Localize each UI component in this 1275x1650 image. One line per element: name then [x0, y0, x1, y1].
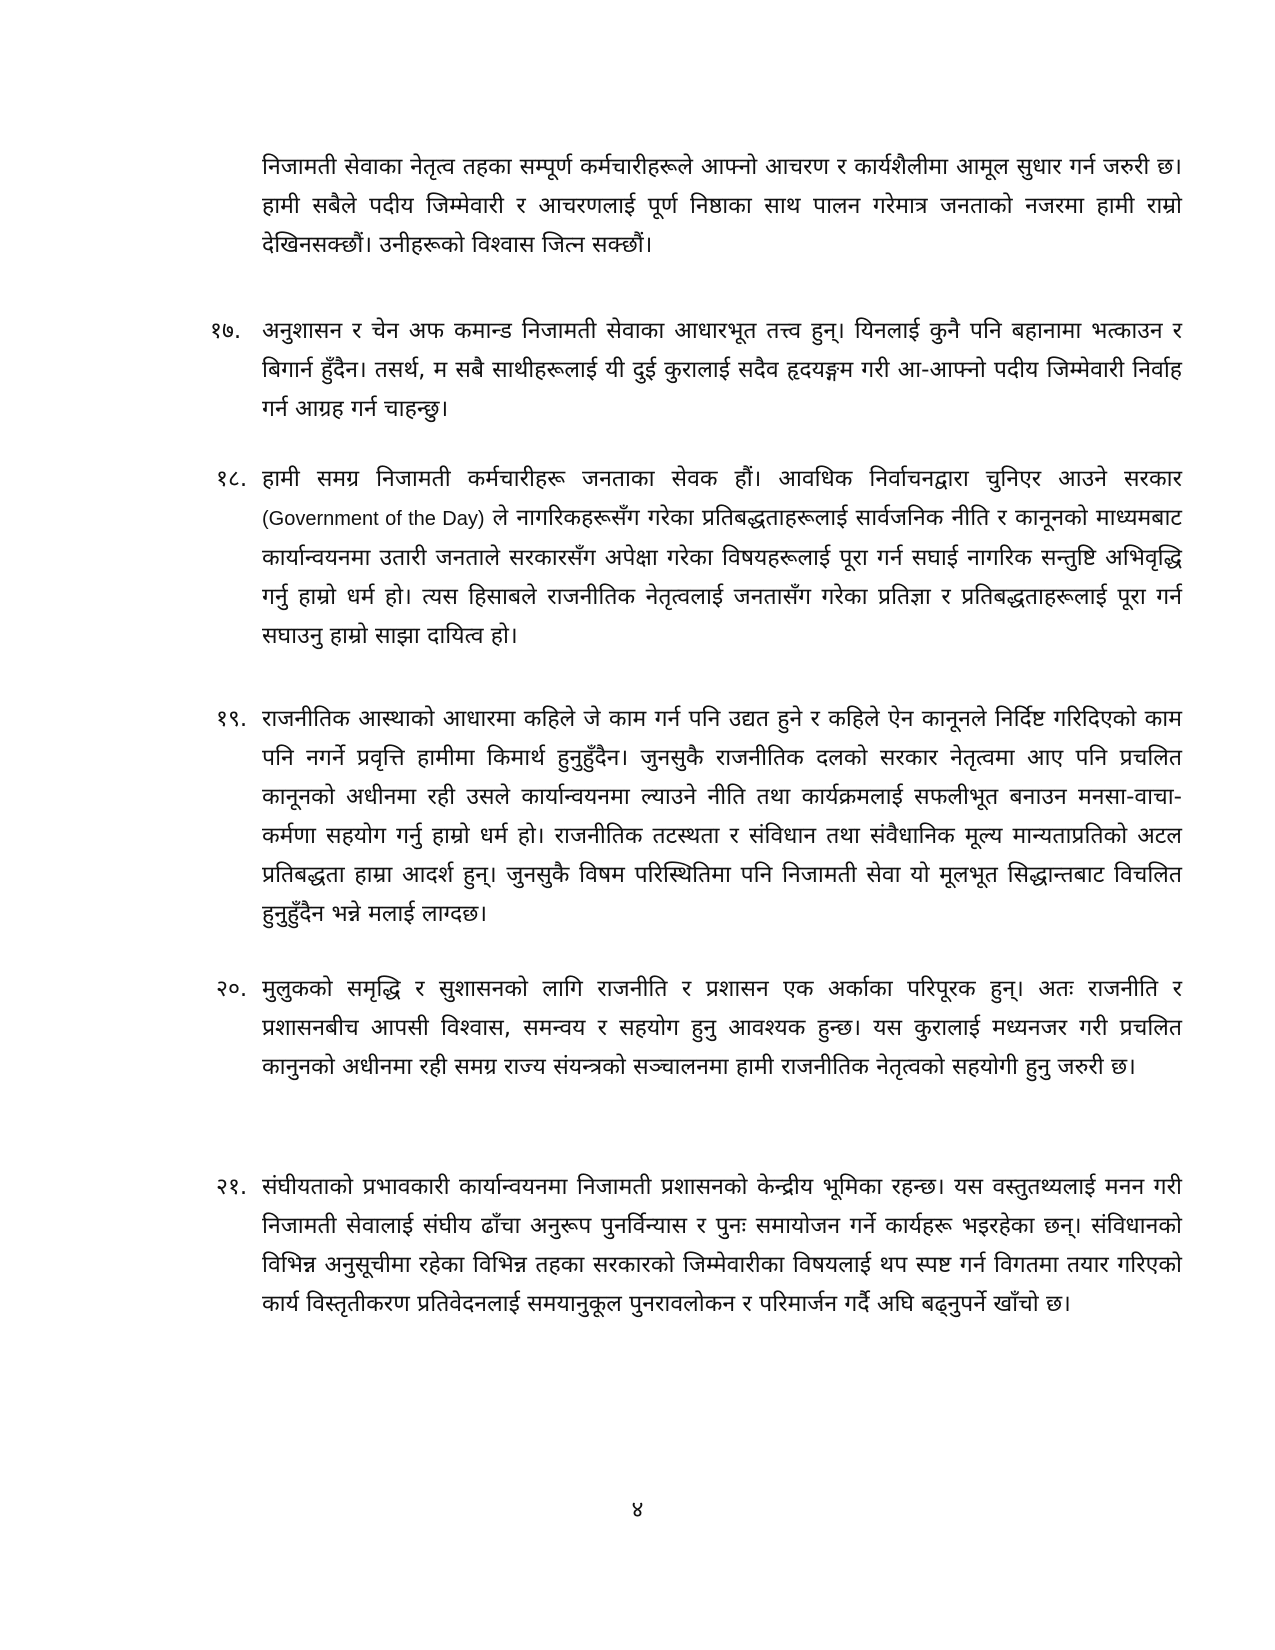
- paragraph-21: [216, 1168, 1182, 1324]
- paragraph-number: १९.: [216, 706, 248, 732]
- paragraph-text: अनुशासन र चेन अफ कमान्ड निजामती सेवाका आधारभूत तत्त्व हुन्। यिनलाई कुनै पनि बहानामा भत्काउन र बिगार्न हुँदैन। तसर्थ, म सबै साथीहरूलाई यी दुई कुरालाई सदैव हृदयङ्गम गरी आ-आफ्नो पदीय जिम्मेवारी निर्वाह गर्न आग्रह गर्न चाहन्छु।: [262, 318, 1182, 422]
- paragraph-number: २१.: [216, 1174, 248, 1200]
- page-number: ४: [631, 1497, 644, 1523]
- paragraph-17: [210, 312, 1182, 429]
- paragraph-number: १७.: [210, 318, 242, 344]
- paragraph-text: राजनीतिक आस्थाको आधारमा कहिले जे काम गर्न पनि उद्यत हुने र कहिले ऐन कानूनले निर्दिष्ट गरिदिएको काम पनि नगर्ने प्रवृत्ति हामीमा किमार्थ हुनुहुँदैन। जुनसुकै राजनीतिक दलको सरकार नेतृत्वमा आए पनि प्रचलित कानूनको अधीनमा रही उसले कार्यान्वयनमा ल्याउने नीति तथा कार्यक्रमलाई सफलीभूत बनाउन मनसा-वाचा-कर्मणा सहयोग गर्नु हाम्रो धर्म हो। राजनीतिक तटस्थता र संविधान तथा संवैधानिक मूल्य मान्यताप्रतिको अटल प्रतिबद्धता हाम्रा आदर्श हुन्। जुनसुकै विषम परिस्थितिमा पनि निजामती सेवा यो मूलभूत सिद्धान्तबाट विचलित हुनुहुँदैन भन्ने मलाई लाग्दछ।: [262, 706, 1182, 927]
- paragraph-text: हामी समग्र निजामती कर्मचारीहरू जनताका सेवक हौं। आवधिक निर्वाचनद्वारा चुनिएर आउने सरकार: [262, 466, 1182, 492]
- paragraph-number: २०.: [216, 976, 248, 1002]
- paragraph-20: [216, 970, 1182, 1087]
- paragraph-19: [216, 700, 1182, 934]
- paragraph-text: मुलुकको समृद्धि र सुशासनको लागि राजनीति र प्रशासन एक अर्काका परिपूरक हुन्। अतः राजनीति र प्रशासनबीच आपसी विश्वास, समन्वय र सहयोग हुनु आवश्यक हुन्छ। यस कुरालाई मध्यनजर गरी प्रचलित कानुनको अधीनमा रही समग्र राज्य संयन्त्रको सञ्चालनमा हामी राजनीतिक नेतृत्वको सहयोगी हुनु जरुरी छ।: [262, 976, 1182, 1080]
- intro-text: निजामती सेवाका नेतृत्व तहका सम्पूर्ण कर्मचारीहरूले आफ्नो आचरण र कार्यशैलीमा आमूल सुधार गर्न जरुरी छ। हामी सबैले पदीय जिम्मेवारी र आचरणलाई पूर्ण निष्ठाका साथ पालन गरेमात्र जनताको नजरमा हामी राम्रो देखिनसक्छौं। उनीहरूको विश्वास जित्न सक्छौं।: [262, 154, 1182, 258]
- paragraph-text-continued: ले नागरिकहरूसँग गरेका प्रतिबद्धताहरूलाई सार्वजनिक नीति र कानूनको माध्यमबाट कार्यान्वयनमा उतारी जनताले सरकारसँग अपेक्षा गरेका विषयहरूलाई पूरा गर्न सघाई नागरिक सन्तुष्टि अभिवृद्धि गर्नु हाम्रो धर्म हो। त्यस हिसाबले राजनीतिक नेतृत्वलाई जनतासँग गरेका प्रतिज्ञा र प्रतिबद्धताहरूलाई पूरा गर्न सघाउनु हाम्रो साझा दायित्व हो।: [262, 505, 1182, 649]
- english-term: (Government of the Day): [262, 508, 485, 530]
- intro-paragraph: [262, 148, 1182, 265]
- paragraph-number: १८.: [216, 466, 248, 492]
- paragraph-text: संघीयताको प्रभावकारी कार्यान्वयनमा निजामती प्रशासनको केन्द्रीय भूमिका रहन्छ। यस वस्तुतथ्यलाई मनन गरी निजामती सेवालाई संघीय ढाँचा अनुरूप पुनर्विन्यास र पुनः समायोजन गर्ने कार्यहरू भइरहेका छन्। संविधानको विभिन्न अनुसूचीमा रहेका विभिन्न तहका सरकारको जिम्मेवारीका विषयलाई थप स्पष्ट गर्न विगतमा तयार गरिएको कार्य विस्तृतीकरण प्रतिवेदनलाई समयानुकूल पुनरावलोकन र परिमार्जन गर्दै अघि बढ्नुपर्ने खाँचो छ।: [262, 1174, 1182, 1317]
- paragraph-18: [216, 460, 1182, 656]
